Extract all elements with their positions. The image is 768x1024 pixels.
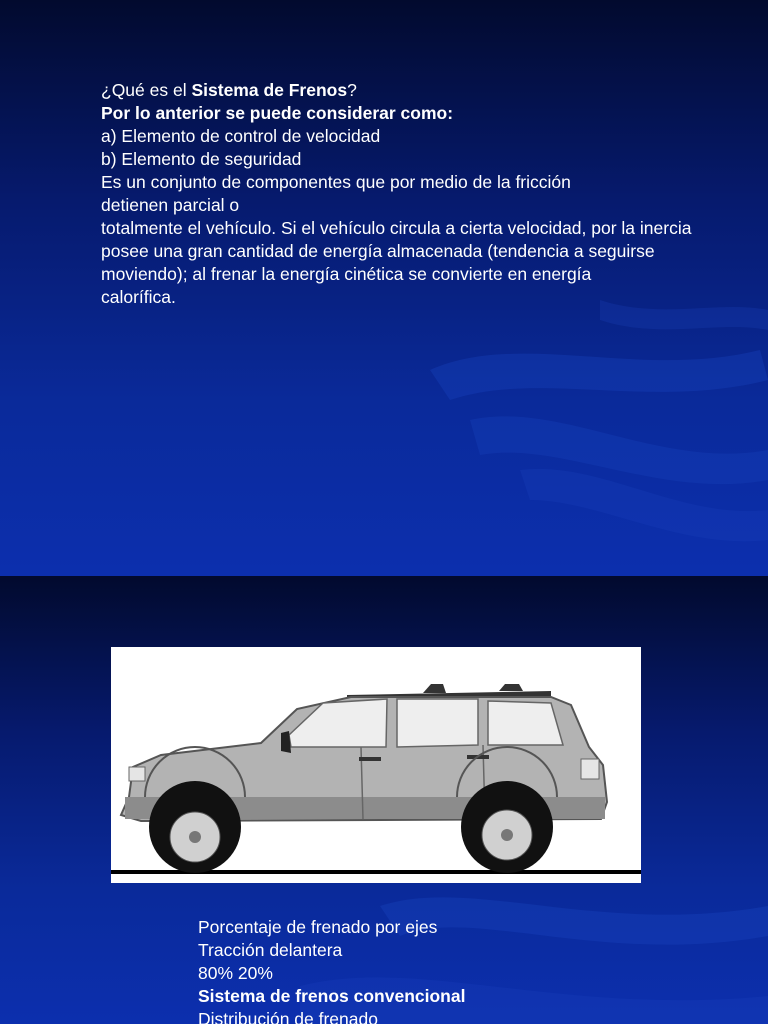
- option-a: a) Elemento de control de velocidad: [101, 126, 381, 146]
- description-line-2: totalmente el vehículo. Si el vehículo circula a cierta velocidad, por la inercia: [101, 218, 692, 238]
- conventional-brakes-heading: Sistema de frenos convencional: [198, 986, 466, 1006]
- question-line: ¿Qué es el Sistema de Frenos?: [101, 80, 357, 100]
- percentage-values: 80% 20%: [198, 963, 273, 983]
- brake-distribution-label: Distribución de frenado: [198, 1009, 378, 1024]
- description-line-3: posee una gran cantidad de energía almacenada (tendencia a seguirse: [101, 241, 655, 261]
- suv-car-icon: [111, 647, 641, 883]
- braking-percentage-title: Porcentaje de frenado por ejes: [198, 917, 438, 937]
- description-line-4: moviendo); al frenar la energía cinética se convierte en energía calorífica.: [101, 264, 592, 307]
- description-line-1: Es un conjunto de componentes que por medio de la fricción detienen parcial o: [101, 172, 571, 215]
- front-traction-label: Tracción delantera: [198, 940, 343, 960]
- question-bold: Sistema de Frenos: [191, 80, 348, 100]
- slide-2-text: [198, 916, 718, 1024]
- subheading: Por lo anterior se puede considerar como:: [101, 103, 454, 123]
- slide-2: [0, 576, 768, 1024]
- car-image: [111, 647, 641, 883]
- option-b: b) Elemento de seguridad: [101, 149, 302, 169]
- slide-1-text: [101, 79, 701, 309]
